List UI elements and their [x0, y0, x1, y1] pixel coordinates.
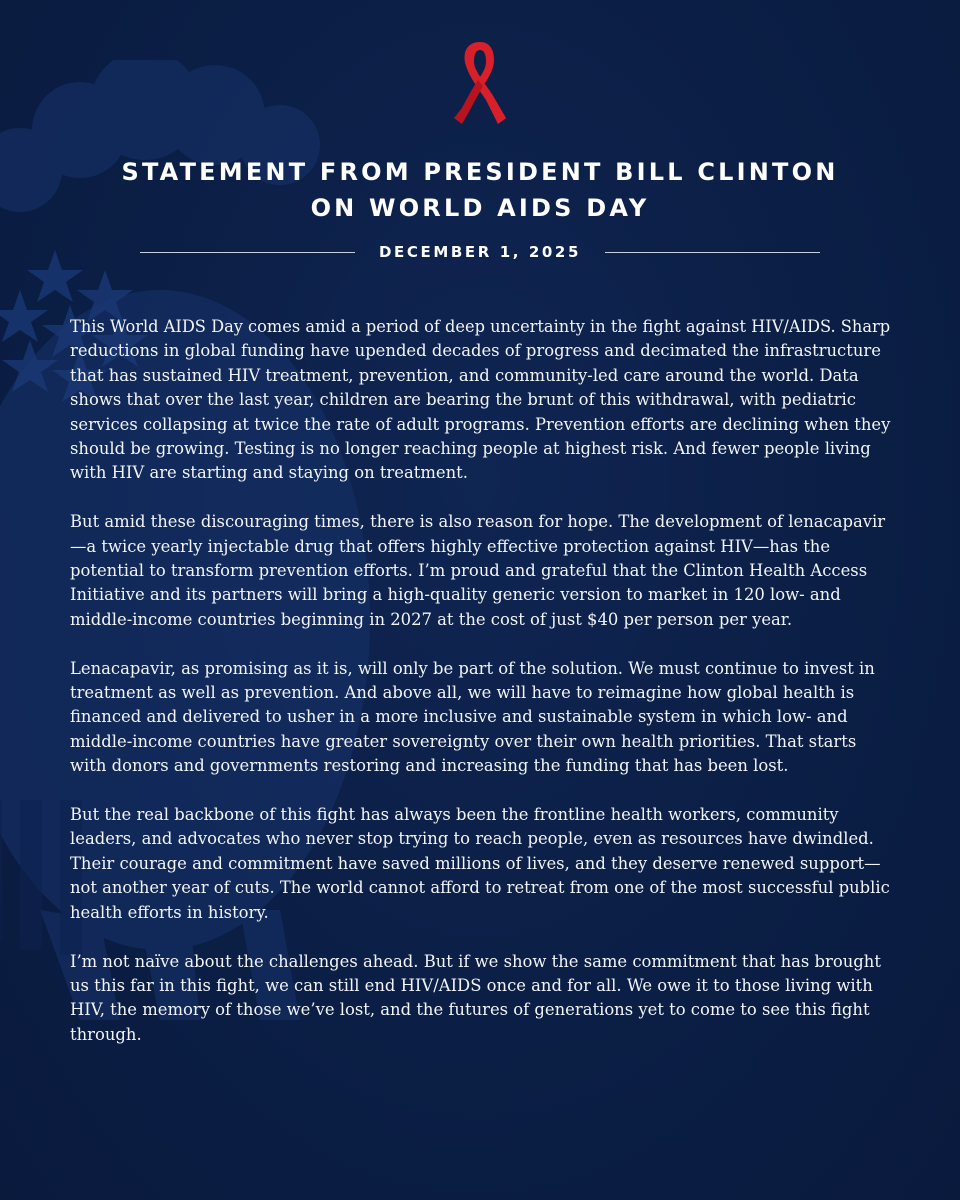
red-awareness-ribbon-icon: [452, 38, 508, 130]
paragraph-3: [70, 657, 890, 779]
body-line: us this far in this fight, we can still end HIV/AIDS once and for all. We owe it to those living with: [70, 975, 873, 995]
body-line: I’m not naïve about the challenges ahead. But if we show the same commitment that has brought: [70, 951, 881, 971]
paragraph-2: [70, 510, 890, 632]
body-line: middle-income countries have greater sovereignty over their own health priorities. That starts: [70, 731, 857, 751]
body-line: shows that over the last year, children are bearing the brunt of this withdrawal, with pediatric: [70, 390, 856, 410]
statement-body: [70, 315, 890, 1072]
date-row: [140, 240, 820, 264]
divider-left: [140, 252, 355, 253]
paragraph-1: [70, 315, 890, 486]
body-line: Lenacapavir, as promising as it is, will only be part of the solution. We must continue to invest in: [70, 658, 875, 678]
body-line: through.: [70, 1024, 142, 1044]
body-line: not another year of cuts. The world cannot afford to retreat from one of the most successful public: [70, 878, 890, 898]
body-line: —a twice yearly injectable drug that offers highly effective protection against HIV—has the: [70, 536, 831, 556]
statement-date: DECEMBER 1, 2025: [378, 243, 582, 261]
body-line: services collapsing at twice the rate of adult programs. Prevention efforts are declining when they: [70, 414, 891, 434]
body-line: should be growing. Testing is no longer reaching people at highest risk. And fewer people living: [70, 439, 871, 459]
paragraph-4: [70, 803, 890, 925]
body-line: But amid these discouraging times, there is also reason for hope. The development of lenacapavir: [70, 512, 886, 532]
divider-right: [605, 252, 820, 253]
body-line: with HIV are starting and staying on treatment.: [70, 463, 468, 483]
body-line: Initiative and its partners will bring a high-quality generic version to market in 120 low- and: [70, 585, 841, 605]
body-line: This World AIDS Day comes amid a period of deep uncertainty in the fight against HIV/AIDS. Sharp: [70, 317, 891, 336]
body-line: treatment as well as prevention. And above all, we will have to reimagine how global health is: [70, 683, 855, 703]
title-line-2: ON WORLD AIDS DAY: [310, 194, 650, 222]
body-line: potential to transform prevention efforts. I’m proud and grateful that the Clinton Health Access: [70, 561, 868, 581]
body-line: Their courage and commitment have saved millions of lives, and they deserve renewed support—: [70, 853, 881, 873]
body-line: that has sustained HIV treatment, prevention, and community-led care around the world. Data: [70, 365, 859, 385]
body-line: financed and delivered to usher in a more inclusive and sustainable system in which low- and: [70, 707, 848, 727]
statement-title: [0, 154, 960, 226]
body-line: leaders, and advocates who never stop trying to reach people, even as resources have dwindled.: [70, 829, 874, 849]
body-line: But the real backbone of this fight has always been the frontline health workers, community: [70, 805, 839, 825]
title-line-1: STATEMENT FROM PRESIDENT BILL CLINTON: [121, 158, 839, 186]
body-line: with donors and governments restoring and increasing the funding that has been lost.: [70, 756, 789, 776]
body-line: health efforts in history.: [70, 902, 269, 922]
body-line: HIV, the memory of those we’ve lost, and the futures of generations yet to come to see this fight: [70, 1000, 870, 1020]
paragraph-5: [70, 950, 890, 1048]
body-line: reductions in global funding have upended decades of progress and decimated the infrastructure: [70, 341, 881, 361]
body-line: middle-income countries beginning in 2027 at the cost of just $40 per person per year.: [70, 609, 793, 629]
